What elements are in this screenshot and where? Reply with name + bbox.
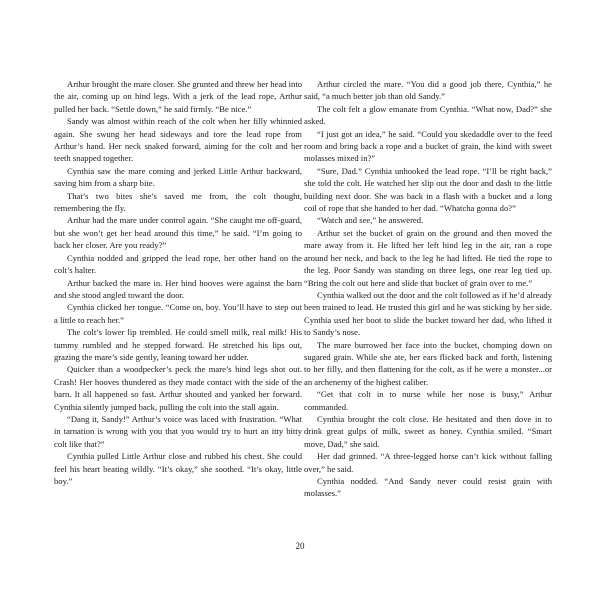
paragraph: Cynthia nodded. “And Sandy never could resist grain with molasses.” <box>304 476 552 499</box>
paragraph: Cynthia clicked her tongue. “Come on, boy. You’ll have to step out a little to reach her.” <box>54 302 302 325</box>
paragraph: Arthur circled the mare. “You did a good job there, Cynthia,” he said, “a much better job than old Sandy.” <box>304 79 552 102</box>
paragraph: “Sure, Dad.” Cynthia unhooked the lead rope. “I’ll be right back,” she told the colt. He watched her slip out the door and dash to the little building next door. She was back in a flash with a bucket and a long coil of rope that she handed to her dad. “Whatcha gonna do?” <box>304 165 552 214</box>
left-text-column <box>54 78 302 487</box>
paragraph: Cynthia brought the colt close. He hesitated and then dove in to drink great gulps of milk, sweet as honey. Cynthia smiled. “Smart move, Dad,” she said. <box>304 413 552 449</box>
paragraph: Sandy was almost within reach of the colt when her filly whinnied again. She swung her head sideways and tore the lead rope from Arthur’s hand. Her neck snaked forward, aiming for the colt and her teeth snapped together. <box>54 116 302 164</box>
paragraph: The mare burrowed her face into the bucket, chomping down on sugared grain. While she ate, her ears flicked back and forth, listening to her filly, and then flattening for the colt, as if he were a monster...or an archenemy of the highest caliber. <box>304 339 552 387</box>
paragraph: “Get that colt in to nurse while her nose is busy,” Arthur commanded. <box>304 389 552 412</box>
paragraph: Cynthia saw the mare coming and jerked Little Arthur backward, saving him from a sharp bite. <box>54 165 302 189</box>
paragraph: “I just got an idea,” he said. “Could you skedaddle over to the feed room and bring back a rope and a bucket of grain, the kind with sweet molasses mixed in?” <box>304 128 552 164</box>
paragraph: That’s two bites she’s saved me from, the colt thought, remembering the fly. <box>54 190 302 214</box>
paragraph: “Watch and see,” he answered. <box>317 215 424 226</box>
paragraph: “Dang it, Sandy!” Arthur’s voice was laced with frustration. “What in tarnation is wrong with you that you would try to hurt an itty bitty colt like that?” <box>54 413 302 449</box>
paragraph: Quicker than a woodpecker’s peck the mare’s hind legs shot out. Crash! Her hooves thundered as they made contact with the side of the barn. It all happened so fast. Arthur shouted and yanked her forward. Cynthia silently jumped back, pulling the colt into the stall again. <box>54 364 302 412</box>
paragraph: Arthur backed the mare in. Her hind hooves were against the barn and she stood angled toward the door. <box>54 277 302 300</box>
page-number: 20 <box>295 541 305 551</box>
paragraph: Cynthia walked out the door and the colt followed as if he’d already been trained to lead. He trusted this girl and he was sticking by her side. Cynthia used her boot to slide the bucket toward her dad, who lifted it to Sandy’s nose. <box>304 289 552 338</box>
paragraph: The colt felt a glow emanate from Cynthia. “What now, Dad?” she asked. <box>304 103 552 127</box>
paragraph: Arthur set the bucket of grain on the ground and then moved the mare away from it. He lifted her left hind leg in the air, ran a rope around her neck, and back to the leg he had lifted. He tied the rope to the leg. Poor Sandy was standing on three legs, one rear leg tied up. “Bring the colt out here and slide that bucket of grain over to me.” <box>304 227 552 288</box>
right-text-column <box>304 78 552 500</box>
paragraph: Cynthia pulled Little Arthur close and rubbed his chest. She could feel his heart beating wildly. “It’s okay,” she soothed. “It’s okay, little boy.” <box>54 451 302 486</box>
paragraph: Her dad grinned. “A three-legged horse can’t kick without falling over,” he said. <box>304 451 552 474</box>
paragraph: Arthur had the mare under control again. “She caught me off-guard, but she won’t get her head around this time,” he said. “I’m going to back her closer. Are you ready?” <box>54 215 302 251</box>
paragraph: The colt’s lower lip trembled. He could smell milk, real milk! His tummy rumbled and he stepped forward. He stretched his lips out, grazing the mare’s side gently, leaning toward her udder. <box>54 327 302 362</box>
paragraph: Cynthia nodded and gripped the lead rope, her other hand on the colt’s halter. <box>54 252 302 276</box>
paragraph: Arthur brought the mare closer. She grunted and threw her head into the air, coming up on hind legs. With a jerk of the lead rope, Arthur pulled her back. “Settle down,” he said firmly. “Be nice.” <box>54 79 302 114</box>
